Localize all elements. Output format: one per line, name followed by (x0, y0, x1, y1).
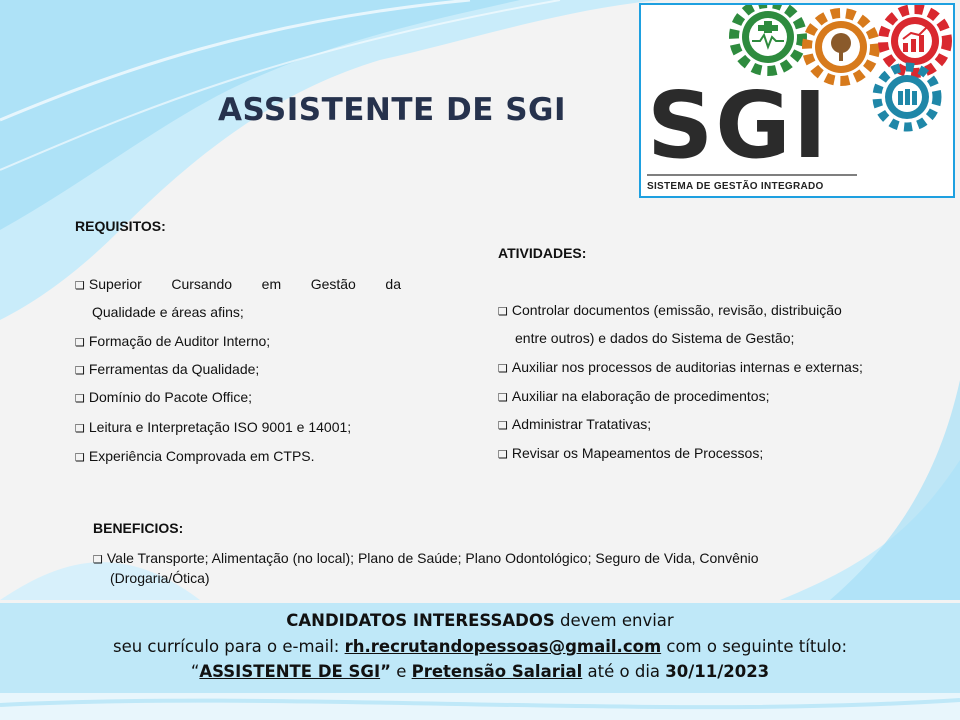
beneficios-item: ❑ Vale Transporte; Alimentação (no local); Plano de Saúde; Plano Odontológico; Seguro de Vida, Convênio (93, 550, 759, 566)
requisito-item-1-cont: Qualidade e áreas afins; (92, 304, 244, 320)
requisito-item-3: ❑ Ferramentas da Qualidade; (75, 361, 260, 377)
checkbox-bullet-icon: ❑ (75, 364, 85, 377)
checkbox-bullet-icon: ❑ (93, 553, 103, 566)
requisito-item-2: ❑ Formação de Auditor Interno; (75, 333, 271, 349)
atividade-item-1: ❑ Controlar documentos (emissão, revisão, distribuição (498, 302, 842, 318)
atividade-item-2: ❑ Auxiliar nos processos de auditorias internas e externas; (498, 359, 863, 375)
salary-label: Pretensão Salarial (411, 662, 583, 681)
requisito-item-4: ❑ Domínio do Pacote Office; (75, 389, 253, 405)
requisito-item-1: ❑ Superior Cursando em Gestão da (75, 276, 401, 292)
checkbox-bullet-icon: ❑ (498, 448, 508, 461)
logo-subtitle: SISTEMA DE GESTÃO INTEGRADO (647, 181, 824, 192)
checkbox-bullet-icon: ❑ (75, 422, 85, 435)
email-link[interactable]: rh.recrutandopessoas@gmail.com (344, 637, 662, 656)
tree-gear-icon (807, 13, 875, 81)
health-gear-icon (734, 5, 802, 71)
footer-line-3: “ASSISTENTE DE SGI” e Pretensão Salarial até o dia 30/11/2023 (190, 662, 770, 681)
bottles-gear-icon (877, 67, 937, 127)
beneficios-heading: BENEFICIOS: (93, 520, 184, 536)
footer-line-2: seu currículo para o e-mail: rh.recrutandopessoas@gmail.com com o seguinte título: (112, 637, 848, 656)
requisitos-heading: REQUISITOS: (75, 218, 166, 234)
checkbox-bullet-icon: ❑ (75, 392, 85, 405)
deadline-date: 30/11/2023 (665, 662, 770, 681)
checkbox-bullet-icon: ❑ (75, 279, 85, 292)
atividade-item-5: ❑ Revisar os Mapeamentos de Processos; (498, 445, 764, 461)
requisito-item-5: ❑ Leitura e Interpretação ISO 9001 e 14001; (75, 419, 352, 435)
requisito-item-6: ❑ Experiência Comprovada em CTPS. (75, 448, 315, 464)
checkbox-bullet-icon: ❑ (498, 362, 508, 375)
atividade-item-1-cont: entre outros) e dados do Sistema de Gestão; (515, 330, 795, 346)
logo-graphic (641, 5, 953, 196)
checkbox-bullet-icon: ❑ (498, 419, 508, 432)
candidates-label: CANDIDATOS INTERESSADOS (286, 611, 555, 630)
beneficios-item-cont: (Drogaria/Ótica) (110, 570, 210, 586)
checkbox-bullet-icon: ❑ (498, 305, 508, 318)
logo-text: SGI (647, 72, 830, 179)
atividades-heading: ATIVIDADES: (498, 245, 587, 261)
chart-gear-icon (883, 9, 947, 73)
atividade-item-3: ❑ Auxiliar na elaboração de procedimentos; (498, 388, 770, 404)
page-title: ASSISTENTE DE SGI (218, 92, 567, 128)
subject-title: ASSISTENTE DE SGI (199, 662, 381, 681)
checkbox-bullet-icon: ❑ (75, 336, 85, 349)
checkbox-bullet-icon: ❑ (75, 451, 85, 464)
checkbox-bullet-icon: ❑ (498, 391, 508, 404)
footer-line-1: CANDIDATOS INTERESSADOS devem enviar (286, 611, 674, 630)
sgi-logo (639, 3, 955, 198)
atividade-item-4: ❑ Administrar Tratativas; (498, 416, 652, 432)
